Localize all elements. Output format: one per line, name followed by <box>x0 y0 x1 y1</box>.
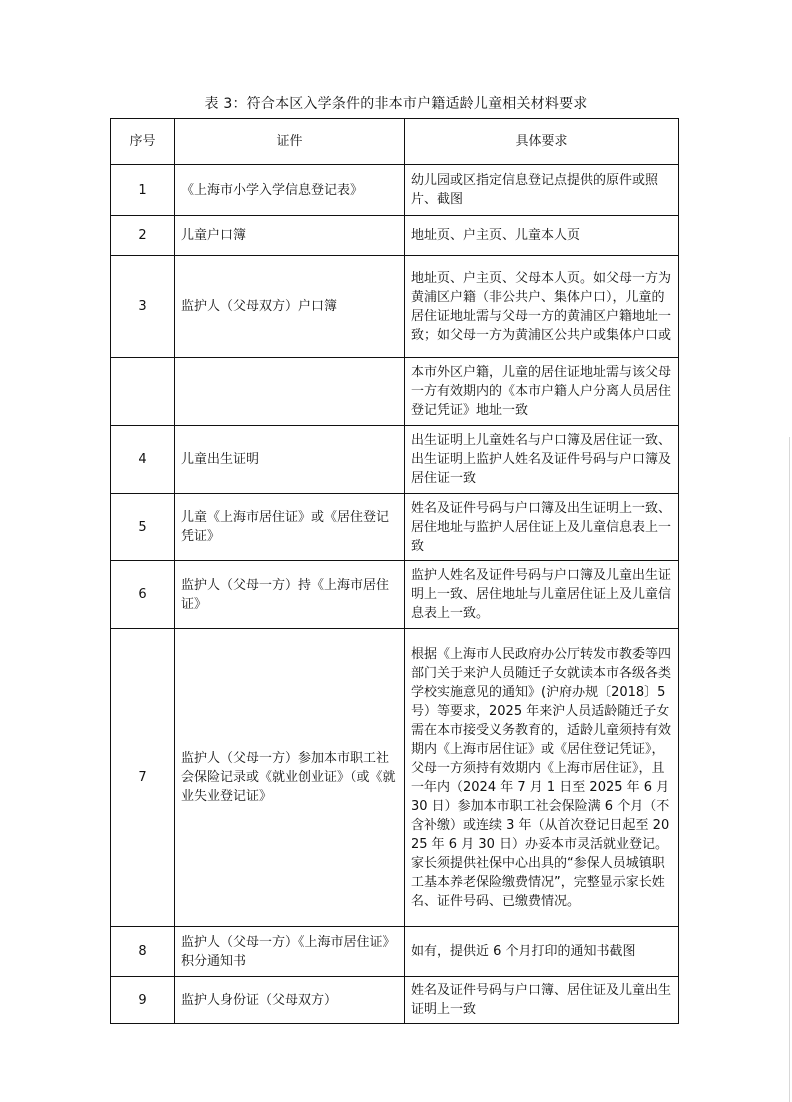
row-certificate: 儿童户口簿 <box>175 216 405 256</box>
page-edge-line <box>789 437 790 1102</box>
row-requirement: 地址页、户主页、父母本人页。如父母一方为黄浦区户籍（非公共户、集体户口），儿童的居住证地址需与父母一方的黄浦区户籍地址一致；如父母一方为黄浦区公共户或集体户口或 <box>405 256 679 358</box>
row-certificate: 儿童出生证明 <box>175 426 405 494</box>
table-row <box>111 426 679 494</box>
table-row <box>111 561 679 629</box>
table-header-row <box>111 119 679 165</box>
row-number: 7 <box>111 629 175 927</box>
header-cert: 证件 <box>175 119 405 165</box>
table-row <box>111 256 679 358</box>
row-certificate: 监护人（父母一方）持《上海市居住证》 <box>175 561 405 629</box>
table-row <box>111 927 679 977</box>
row-number: 4 <box>111 426 175 494</box>
row-requirement: 出生证明上儿童姓名与户口簿及居住证一致、出生证明上监护人姓名及证件号码与户口簿及居住证一致 <box>405 426 679 494</box>
row-certificate <box>175 358 405 426</box>
row-certificate: 监护人（父母一方）《上海市居住证》积分通知书 <box>175 927 405 977</box>
table-row <box>111 494 679 561</box>
row-number: 6 <box>111 561 175 629</box>
row-requirement: 姓名及证件号码与户口簿、居住证及儿童出生证明上一致 <box>405 977 679 1024</box>
row-requirement: 本市外区户籍，儿童的居住证地址需与该父母一方有效期内的《本市户籍人户分离人员居住登记凭证》地址一致 <box>405 358 679 426</box>
row-number <box>111 358 175 426</box>
header-no: 序号 <box>111 119 175 165</box>
row-requirement: 根据《上海市人民政府办公厅转发市教委等四部门关于来沪人员随迁子女就读本市各级各类学校实施意见的通知》(沪府办规〔2018〕5 号）等要求，2025 年来沪人员适龄随迁子女需在本市接受义务教育的，适龄儿童须持有效期内《上海市居住证》或《居住登记凭证》，父母一方须持有效期内《上海市居住证》，且一年内（2024 年 7 月 1 日至 2025 年 6 月 30 日）参加本市职工社会保险满 6 个月（不含补缴）或连续 3 年（从首次登记日起至 2025 年 6 月 30 日）办妥本市灵活就业登记。家长须提供社保中心出具的“参保人员城镇职工基本养老保险缴费情况”，完整显示家长姓名、证件号码、已缴费情况。 <box>405 629 679 927</box>
row-requirement: 地址页、户主页、儿童本人页 <box>405 216 679 256</box>
requirements-table <box>110 118 679 1024</box>
table-row <box>111 629 679 927</box>
table-row <box>111 216 679 256</box>
row-certificate: 监护人（父母双方）户口簿 <box>175 256 405 358</box>
row-number: 8 <box>111 927 175 977</box>
row-certificate: 《上海市小学入学信息登记表》 <box>175 165 405 216</box>
row-requirement: 监护人姓名及证件号码与户口簿及儿童出生证明上一致、居住地址与儿童居住证上及儿童信息表上一致。 <box>405 561 679 629</box>
table-row <box>111 165 679 216</box>
row-number: 9 <box>111 977 175 1024</box>
row-requirement: 如有，提供近 6 个月打印的通知书截图 <box>405 927 679 977</box>
table-row <box>111 358 679 426</box>
row-number: 3 <box>111 256 175 358</box>
row-certificate: 监护人（父母一方）参加本市职工社会保险记录或《就业创业证》（或《就业失业登记证》 <box>175 629 405 927</box>
row-number: 2 <box>111 216 175 256</box>
row-number: 1 <box>111 165 175 216</box>
table-row <box>111 977 679 1024</box>
row-number: 5 <box>111 494 175 561</box>
row-requirement: 姓名及证件号码与户口簿及出生证明上一致、居住地址与监护人居住证上及儿童信息表上一致 <box>405 494 679 561</box>
row-certificate: 监护人身份证（父母双方） <box>175 977 405 1024</box>
row-certificate: 儿童《上海市居住证》或《居住登记凭证》 <box>175 494 405 561</box>
header-req: 具体要求 <box>405 119 679 165</box>
row-requirement: 幼儿园或区指定信息登记点提供的原件或照片、截图 <box>405 165 679 216</box>
table-title: 表 3：符合本区入学条件的非本市户籍适龄儿童相关材料要求 <box>204 96 588 112</box>
